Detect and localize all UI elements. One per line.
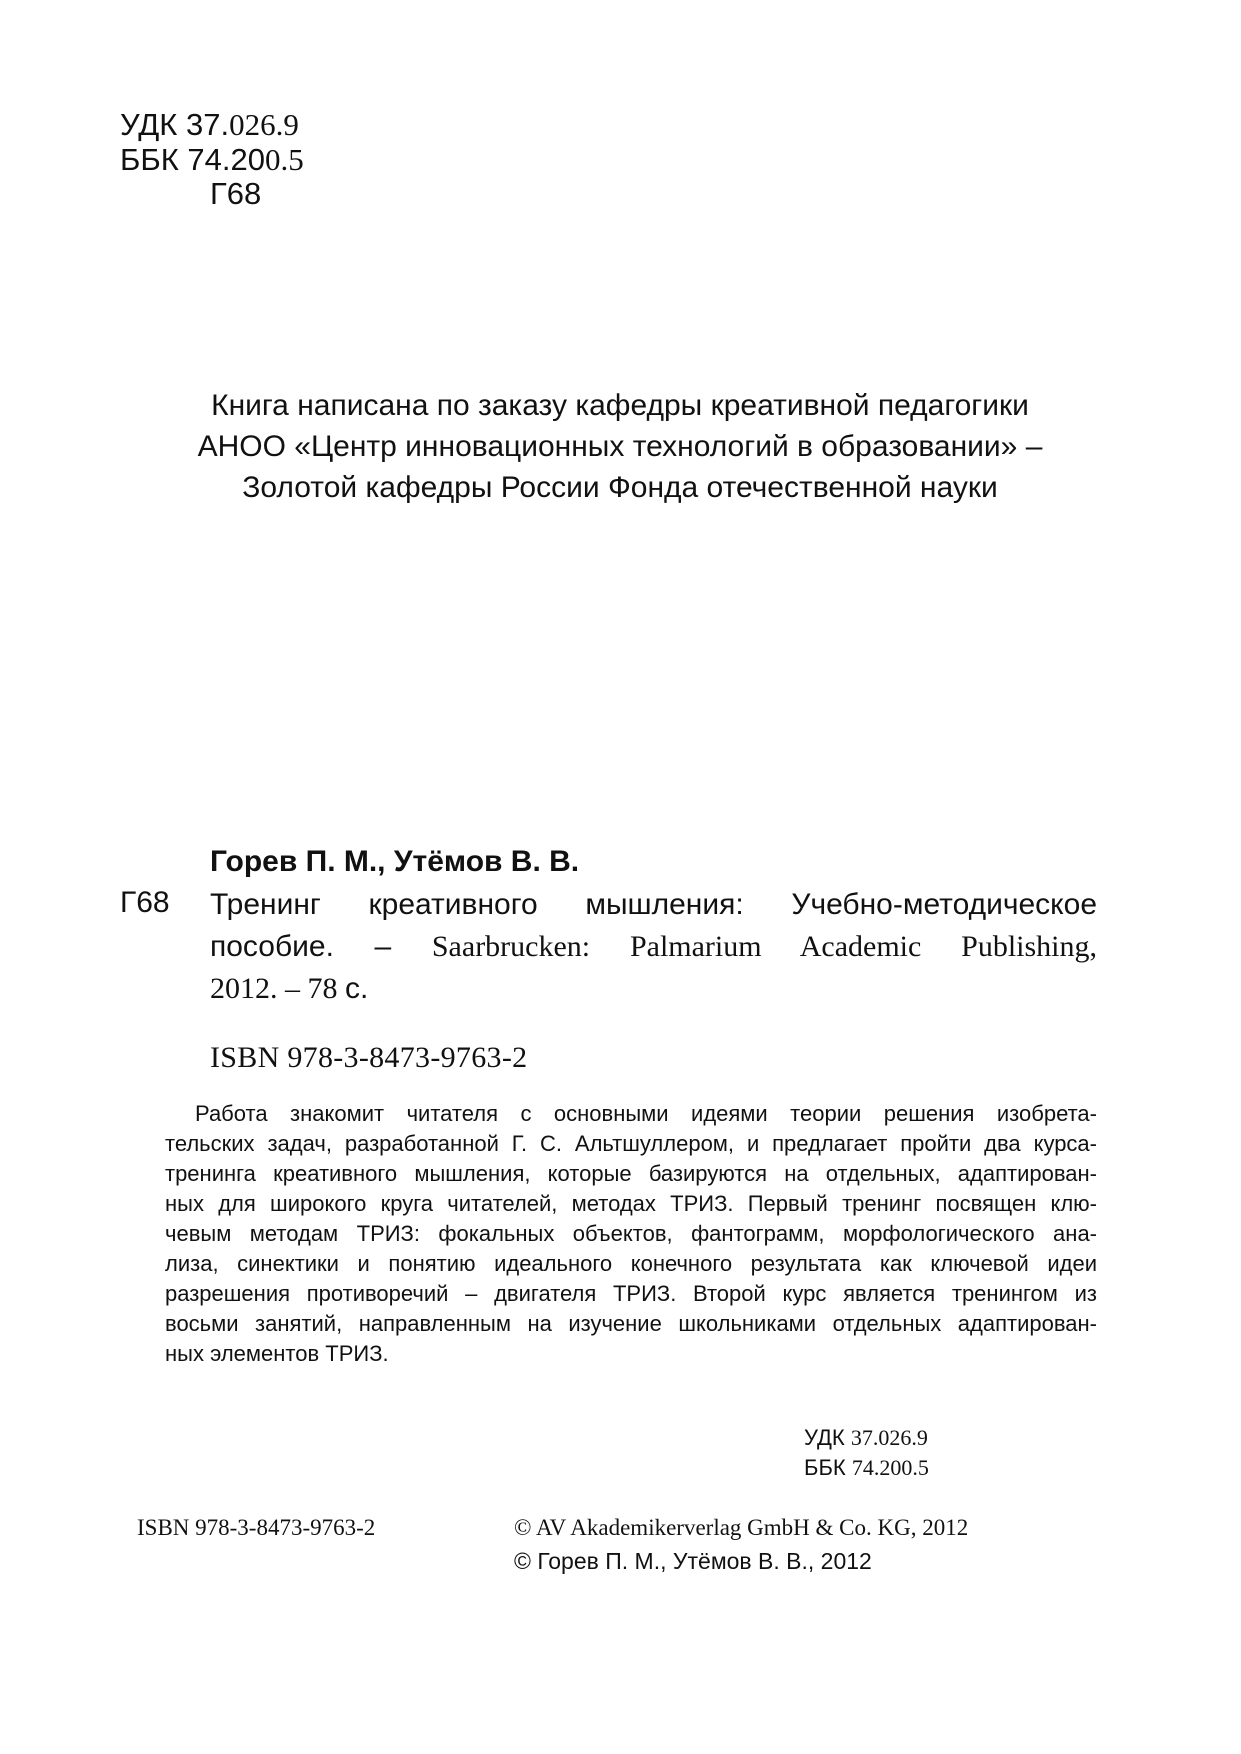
author-mark-top: Г68 xyxy=(210,176,262,211)
record-authors: Горев П. М., Утёмов В. В. xyxy=(210,845,580,878)
abstract-line: ных для широкого круга читателей, методах ТРИЗ. Первый тренинг посвящен клю- xyxy=(165,1191,1097,1216)
record-title-line: Тренинг креативного мышления: Учебно-методическое xyxy=(210,888,1097,921)
bbk-bottom: ББК 74.200.5 xyxy=(804,1455,929,1480)
udk-top: УДК 37.026.9 xyxy=(120,107,299,142)
record-code: Г68 xyxy=(120,886,170,919)
abstract-line: тельских задач, разработанной Г. С. Альтшуллером, и предлагает пройти два курса- xyxy=(165,1131,1097,1156)
abstract-line: чевым методам ТРИЗ: фокальных объектов, фантограмм, морфологического ана- xyxy=(165,1221,1097,1246)
record-title xyxy=(210,884,1097,1010)
copyright-publisher: © AV Akademikerverlag GmbH & Co. KG, 2012 xyxy=(514,1515,969,1540)
abstract-line: тренинга креативного мышления, которые базируются на отдельных, адаптирован- xyxy=(165,1161,1097,1186)
abstract-line: Работа знакомит читателя с основными идеями теории решения изобрета- xyxy=(195,1101,1097,1126)
abstract-line: лиза, синектики и понятию идеального конечного результата как ключевой идеи xyxy=(165,1251,1097,1276)
bbk-top: ББК 74.200.5 xyxy=(120,142,304,177)
record-title-line: пособие. – Saarbrucken: Palmarium Academic Publishing, xyxy=(210,930,1097,963)
record-title-line: 2012. – 78 с. xyxy=(210,972,369,1005)
dedication-line: Книга написана по заказу кафедры креативной педагогики xyxy=(211,389,1029,422)
footer-isbn: ISBN 978-3-8473-9763-2 xyxy=(137,1515,376,1540)
abstract xyxy=(165,1099,1097,1369)
dedication-line: Золотой кафедры России Фонда отечественной науки xyxy=(242,471,998,504)
abstract-line: восьми занятий, направленным на изучение школьниками отдельных адаптирован- xyxy=(165,1311,1097,1336)
record-isbn: ISBN 978-3-8473-9763-2 xyxy=(210,1041,528,1074)
udk-bottom: УДК 37.026.9 xyxy=(804,1425,928,1450)
copyright-authors: © Горев П. М., Утёмов В. В., 2012 xyxy=(514,1548,872,1574)
dedication-line: АНОО «Центр инновационных технологий в образовании» – xyxy=(197,430,1043,463)
abstract-line: разрешения противоречий – двигателя ТРИЗ. Второй курс является тренингом из xyxy=(165,1281,1097,1306)
abstract-line: ных элементов ТРИЗ. xyxy=(165,1341,389,1366)
dedication xyxy=(120,385,1120,508)
